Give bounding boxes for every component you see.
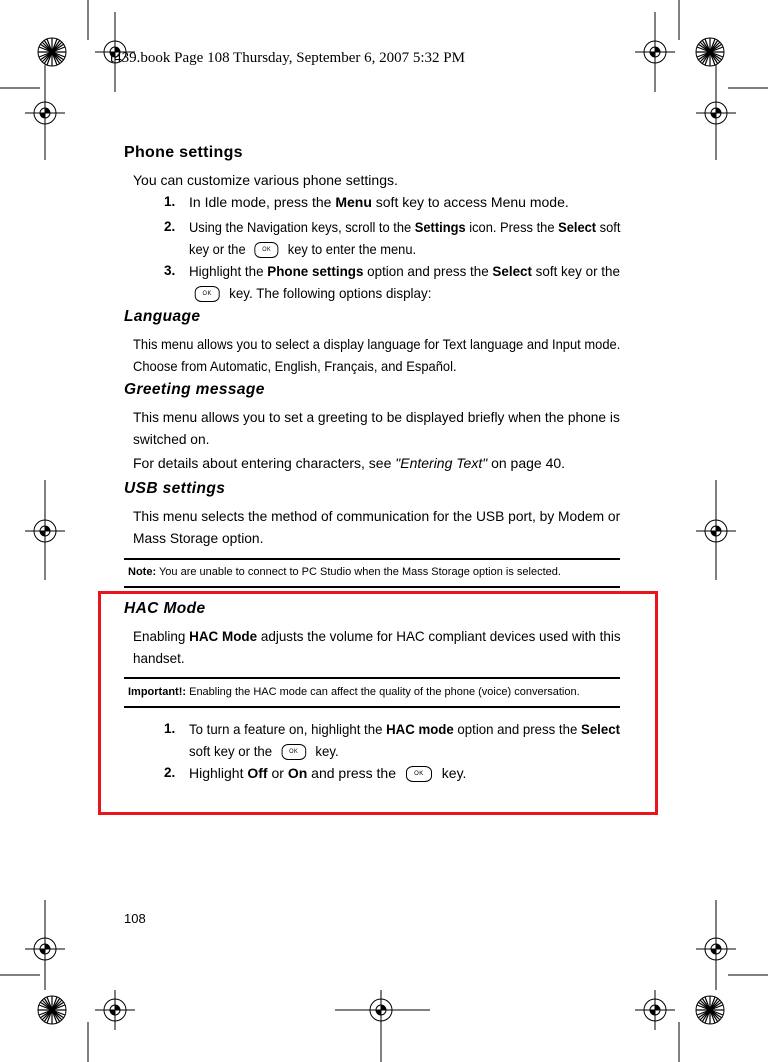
file-info-header: t439.book Page 108 Thursday, September 6, 2007 5:32 PM xyxy=(110,50,465,66)
step-2-text: Using the Navigation keys, scroll to the Settings icon. Press the Select soft key or the OK key to enter the menu. xyxy=(189,219,621,257)
step-1-text: In Idle mode, press the Menu soft key to access Menu mode. xyxy=(189,194,569,210)
step-number: 3. xyxy=(164,263,176,278)
intro-text: You can customize various phone settings. xyxy=(133,172,398,188)
hac-text: Enabling HAC Mode adjusts the volume for HAC compliant devices used with this handset. xyxy=(133,628,621,666)
note-text: Note: You are unable to connect to PC Studio when the Mass Storage option is selected. xyxy=(128,566,561,578)
page-number: 108 xyxy=(124,911,146,926)
note-bottom-rule xyxy=(124,586,620,588)
ok-key-icon: OK xyxy=(281,744,306,760)
important-top-rule xyxy=(124,677,620,679)
language-heading: Language xyxy=(124,308,201,325)
ok-key-icon: OK xyxy=(195,286,220,302)
usb-heading: USB settings xyxy=(124,480,226,497)
ok-key-icon: OK xyxy=(406,766,432,782)
greeting-text: This menu allows you to set a greeting to be displayed briefly when the phone is switched on. xyxy=(133,409,620,447)
ok-key-icon: OK xyxy=(255,242,279,258)
step-number: 1. xyxy=(164,721,176,736)
step-3-text: Highlight the Phone settings option and press the Select soft key or the OK key. The following options display: xyxy=(189,263,620,301)
greeting-heading: Greeting message xyxy=(124,381,265,398)
section-title: Phone settings xyxy=(124,144,243,161)
page-reference-link[interactable]: "Entering Text" xyxy=(395,455,488,471)
language-text: This menu allows you to select a display language for Text language and Input mode. Choose from Automatic, English, Français, and Español. xyxy=(133,336,621,374)
important-text: Important!: Enabling the HAC mode can affect the quality of the phone (voice) conversation. xyxy=(128,686,580,698)
note-top-rule xyxy=(124,558,620,560)
greeting-reference: For details about entering characters, see "Entering Text" on page 40. xyxy=(133,455,566,471)
step-number: 2. xyxy=(164,765,176,780)
important-bottom-rule xyxy=(124,706,620,708)
hac-heading: HAC Mode xyxy=(124,600,206,617)
hac-step-2-text: Highlight Off or On and press the OK key. xyxy=(189,765,467,781)
step-number: 1. xyxy=(164,194,176,209)
usb-text: This menu selects the method of communication for the USB port, by Modem or Mass Storage option. xyxy=(133,508,621,546)
step-number: 2. xyxy=(164,219,176,234)
hac-step-1-text: To turn a feature on, highlight the HAC mode option and press the Select soft key or the OK key. xyxy=(189,721,620,759)
